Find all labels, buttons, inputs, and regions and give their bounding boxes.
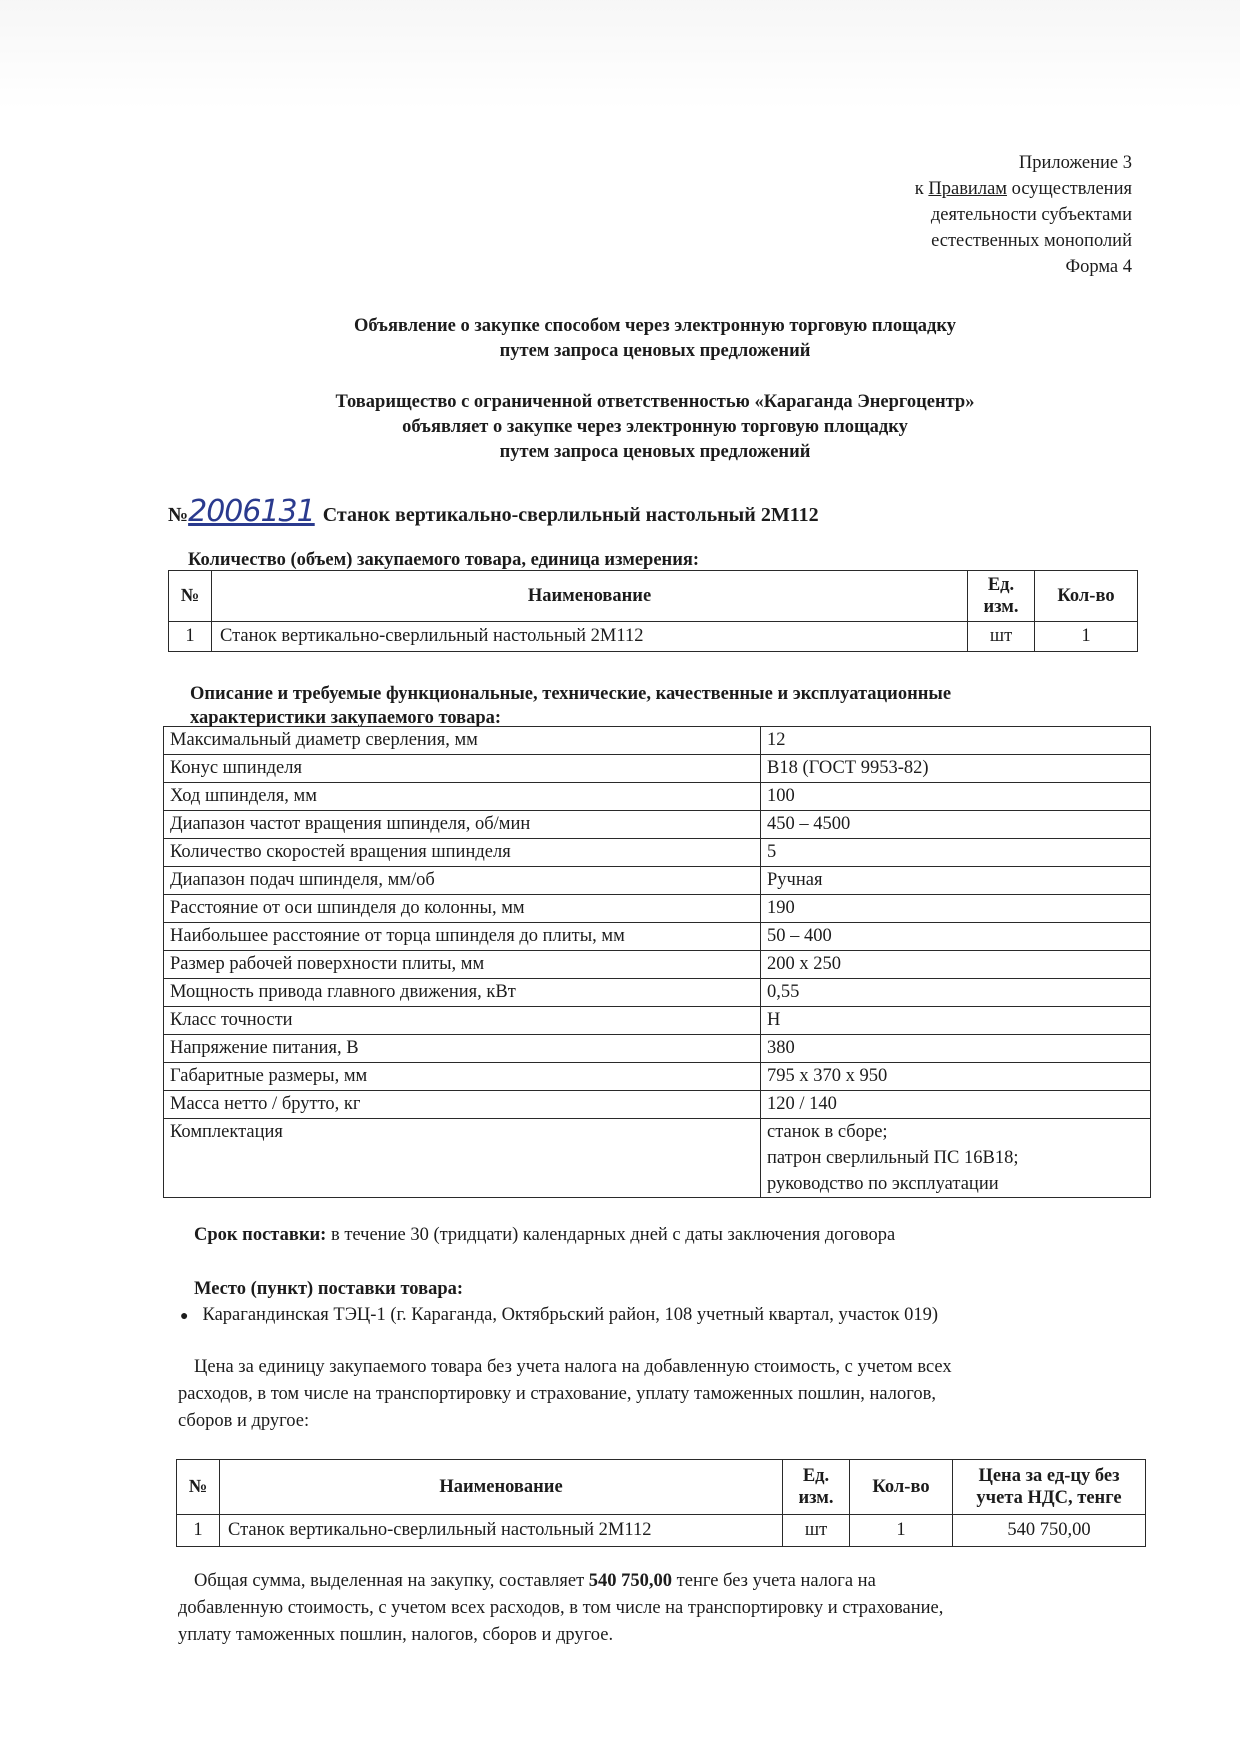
col-header: № [177,1460,220,1515]
total-amount: 540 750,00 [588,1571,673,1591]
spec-param: Мощность привода главного движения, кВт [164,979,761,1007]
kit-value: станок в сборе; патрон сверлильный ПС 16В18; руководство по эксплуатации [761,1119,1151,1198]
spec-param: Размер рабочей поверхности плиты, мм [164,951,761,979]
spec-param: Расстояние от оси шпинделя до колонны, мм [164,895,761,923]
bullet-icon: ● [180,1309,189,1324]
spec-value: Н [761,1007,1151,1035]
spec-value: 12 [761,727,1151,755]
rules-link[interactable]: Правилам [928,179,1007,199]
spec-param: Максимальный диаметр сверления, мм [164,727,761,755]
price-note: Цена за единицу закупаемого товара без учета налога на добавленную стоимость, с учетом всех расходов, в том числе на транспортировку и страхование, уплату таможенных пошлин, налогов, сборов и другое: [178,1357,952,1431]
col-header: Наименование [212,571,968,622]
spec-param: Напряжение питания, В [164,1035,761,1063]
lot-number-handwritten: 2006131 [188,494,315,529]
kit-label: Комплектация [164,1119,761,1198]
delivery-term: Срок поставки: в течение 30 (тридцати) календарных дней с даты заключения договора [194,1225,896,1245]
spec-table [163,726,1151,1198]
spec-value: 795 х 370 х 950 [761,1063,1151,1091]
table-row [164,1035,1151,1063]
scan-shadow [0,0,1240,110]
spec-param: Масса нетто / брутто, кг [164,1091,761,1119]
delivery-place-item: ● Карагандинская ТЭЦ-1 (г. Караганда, Октябрьский район, 108 учетный квартал, участок 019) [180,1305,939,1325]
spec-param: Ход шпинделя, мм [164,783,761,811]
quantity-table [168,570,1138,652]
appendix-header [780,150,1132,280]
delivery-place-title: Место (пункт) поставки товара: [194,1279,464,1299]
table-row [164,923,1151,951]
company-heading: Товарищество с ограниченной ответственностью «Караганда Энергоцентр» объявляет о закупке через электронную торговую площадку путем запроса ценовых предложений [335,392,975,462]
spec-value: 200 х 250 [761,951,1151,979]
table-row [164,839,1151,867]
table-row [164,811,1151,839]
spec-param: Класс точности [164,1007,761,1035]
spec-param: Количество скоростей вращения шпинделя [164,839,761,867]
col-header: Ед. изм. [968,571,1035,622]
appendix-line: деятельности субъектами [930,205,1132,225]
price-table [176,1459,1146,1547]
table-row [164,951,1151,979]
table-row [164,1091,1151,1119]
col-header: № [169,571,212,622]
table-row [164,1063,1151,1091]
spec-param: Конус шпинделя [164,755,761,783]
lot-title: Станок вертикально-сверлильный настольный 2М112 [322,504,819,526]
col-header: Наименование [220,1460,783,1515]
table-row [164,1119,1151,1198]
spec-value: 0,55 [761,979,1151,1007]
quantity-section-title: Количество (объем) закупаемого товара, единица измерения: [188,550,700,570]
spec-param: Наибольшее расстояние от торца шпинделя до плиты, мм [164,923,761,951]
table-row [164,979,1151,1007]
table-row [164,1007,1151,1035]
announcement-title: Объявление о закупке способом через электронную торговую площадку путем запроса ценовых предложений [353,316,957,361]
lot-heading: №2006131 Станок вертикально-сверлильный настольный 2М112 [168,494,819,529]
spec-value: 190 [761,895,1151,923]
col-header: Кол-во [1035,571,1138,622]
table-row [164,727,1151,755]
spec-value: 5 [761,839,1151,867]
spec-value: 450 – 4500 [761,811,1151,839]
spec-value: 50 – 400 [761,923,1151,951]
col-header: Ед. изм. [783,1460,850,1515]
spec-param: Габаритные размеры, мм [164,1063,761,1091]
total-paragraph: Общая сумма, выделенная на закупку, составляет 540 750,00 тенге без учета налога на добавленную стоимость, с учетом всех расходов, в том числе на транспортировку и страхование, уплату таможенных пошлин, налогов, сборов и другое. [178,1571,944,1645]
spec-param: Диапазон подач шпинделя, мм/об [164,867,761,895]
appendix-line: к Правилам осуществления [914,179,1132,199]
table-row [164,867,1151,895]
table-row [164,783,1151,811]
spec-section-title: Описание и требуемые функциональные, технические, качественные и эксплуатационные характеристики закупаемого товара: [190,684,952,728]
table-row: 1 Станок вертикально-сверлильный настольный 2М112 шт 1 [169,622,1138,652]
spec-value: 380 [761,1035,1151,1063]
appendix-line: естественных монополий [931,231,1132,251]
table-row: 1 Станок вертикально-сверлильный настольный 2М112 шт 1 540 750,00 [177,1515,1146,1547]
spec-value: В18 (ГОСТ 9953-82) [761,755,1151,783]
spec-value: Ручная [761,867,1151,895]
table-row [164,895,1151,923]
table-row [164,755,1151,783]
spec-value: 120 / 140 [761,1091,1151,1119]
col-header: Кол-во [850,1460,953,1515]
spec-param: Диапазон частот вращения шпинделя, об/мин [164,811,761,839]
col-header: Цена за ед-цу без учета НДС, тенге [953,1460,1146,1515]
spec-value: 100 [761,783,1151,811]
appendix-line: Приложение 3 [1018,153,1132,173]
form-number: Форма 4 [1065,257,1132,277]
